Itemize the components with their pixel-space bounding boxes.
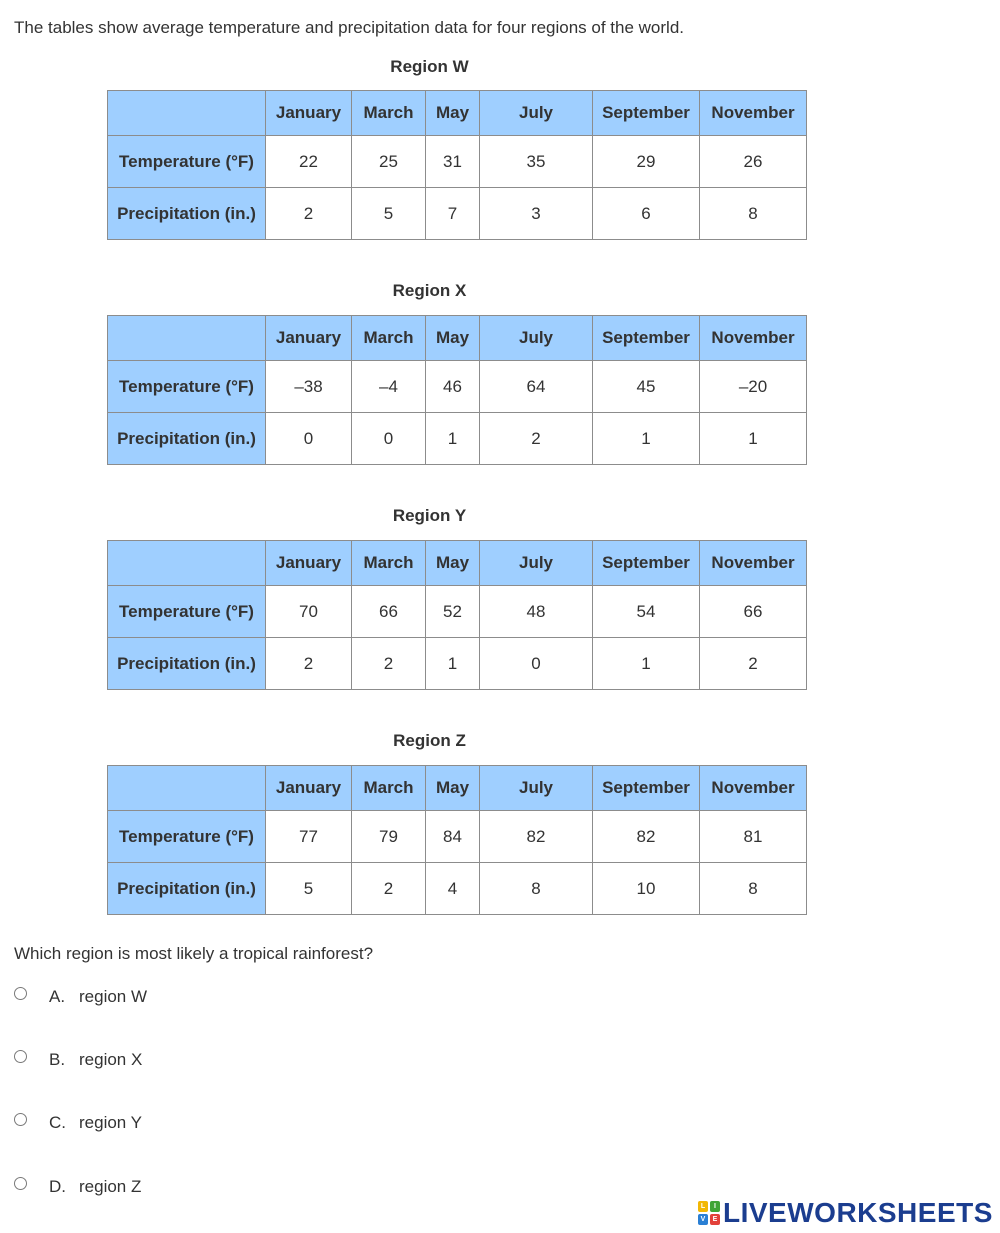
- precipitation-row-label: Precipitation (in.): [108, 638, 266, 690]
- table-header-row: [108, 91, 807, 136]
- temperature-value: 22: [266, 136, 352, 188]
- month-header: March: [352, 91, 426, 136]
- month-header: May: [426, 766, 480, 811]
- month-header: September: [593, 766, 700, 811]
- precipitation-value: 8: [480, 863, 593, 915]
- temperature-value: 52: [426, 586, 480, 638]
- temperature-row: [108, 586, 807, 638]
- precipitation-row-label: Precipitation (in.): [108, 863, 266, 915]
- temperature-row: [108, 811, 807, 863]
- precipitation-row: [108, 638, 807, 690]
- month-header: March: [352, 316, 426, 361]
- temperature-row-label: Temperature (°F): [108, 136, 266, 188]
- radio-button-icon[interactable]: [14, 1177, 27, 1190]
- temperature-value: 70: [266, 586, 352, 638]
- month-header: September: [593, 91, 700, 136]
- radio-button-icon[interactable]: [14, 1113, 27, 1126]
- option-text: region X: [79, 1050, 143, 1069]
- precipitation-row-label: Precipitation (in.): [108, 188, 266, 240]
- month-header: July: [480, 316, 593, 361]
- climate-table: [107, 90, 807, 240]
- month-header: January: [266, 766, 352, 811]
- corner-cell: [108, 766, 266, 811]
- temperature-value: 77: [266, 811, 352, 863]
- precipitation-value: 2: [480, 413, 593, 465]
- climate-table: [107, 315, 807, 465]
- temperature-row: [108, 136, 807, 188]
- intro-text: The tables show average temperature and precipitation data for four regions of the world.: [14, 18, 684, 37]
- temperature-value: 35: [480, 136, 593, 188]
- month-header: July: [480, 541, 593, 586]
- answer-option[interactable]: [14, 985, 147, 1009]
- region-title: Region Y: [392, 506, 467, 525]
- precipitation-value: 0: [480, 638, 593, 690]
- option-text: region Z: [79, 1177, 142, 1196]
- month-header: November: [700, 91, 807, 136]
- month-header: November: [700, 766, 807, 811]
- temperature-value: 64: [480, 361, 593, 413]
- option-letter: C.: [49, 1113, 66, 1132]
- region-title: Region W: [390, 57, 469, 76]
- table-header-row: [108, 316, 807, 361]
- table-header-row: [108, 541, 807, 586]
- precipitation-value: 6: [593, 188, 700, 240]
- corner-cell: [108, 316, 266, 361]
- temperature-row-label: Temperature (°F): [108, 586, 266, 638]
- month-header: July: [480, 766, 593, 811]
- temperature-value: 84: [426, 811, 480, 863]
- precipitation-value: 1: [426, 638, 480, 690]
- temperature-value: –38: [266, 361, 352, 413]
- temperature-row-label: Temperature (°F): [108, 811, 266, 863]
- precipitation-value: 2: [352, 863, 426, 915]
- precipitation-value: 3: [480, 188, 593, 240]
- month-header: March: [352, 541, 426, 586]
- logo-text: LIVEWORKSHEETS: [723, 1197, 993, 1228]
- option-letter: A.: [49, 987, 66, 1006]
- precipitation-value: 8: [700, 863, 807, 915]
- liveworksheets-logo: [698, 1197, 993, 1229]
- month-header: November: [700, 541, 807, 586]
- option-letter: D.: [49, 1177, 66, 1196]
- temperature-row: [108, 361, 807, 413]
- precipitation-value: 1: [593, 638, 700, 690]
- temperature-value: 66: [352, 586, 426, 638]
- region-title: Region Z: [393, 731, 466, 750]
- radio-button-icon[interactable]: [14, 1050, 27, 1063]
- precipitation-value: 4: [426, 863, 480, 915]
- question-text: Which region is most likely a tropical rainforest?: [14, 944, 374, 963]
- temperature-value: 29: [593, 136, 700, 188]
- month-header: September: [593, 316, 700, 361]
- precipitation-value: 10: [593, 863, 700, 915]
- month-header: November: [700, 316, 807, 361]
- table-header-row: [108, 766, 807, 811]
- month-header: January: [266, 541, 352, 586]
- answer-option[interactable]: [14, 1048, 142, 1072]
- precipitation-value: 0: [352, 413, 426, 465]
- radio-button-icon[interactable]: [14, 987, 27, 1000]
- precipitation-row: [108, 413, 807, 465]
- month-header: May: [426, 541, 480, 586]
- temperature-value: –20: [700, 361, 807, 413]
- precipitation-value: 0: [266, 413, 352, 465]
- temperature-value: 45: [593, 361, 700, 413]
- temperature-value: 46: [426, 361, 480, 413]
- logo-badge-icon: L I V E: [698, 1201, 720, 1225]
- temperature-value: 82: [593, 811, 700, 863]
- precipitation-value: 2: [700, 638, 807, 690]
- climate-table: [107, 765, 807, 915]
- temperature-row-label: Temperature (°F): [108, 361, 266, 413]
- precipitation-value: 7: [426, 188, 480, 240]
- precipitation-value: 5: [266, 863, 352, 915]
- answer-option[interactable]: [14, 1175, 141, 1199]
- precipitation-row-label: Precipitation (in.): [108, 413, 266, 465]
- climate-table: [107, 540, 807, 690]
- region-title: Region X: [392, 281, 467, 300]
- temperature-value: 54: [593, 586, 700, 638]
- precipitation-value: 1: [426, 413, 480, 465]
- month-header: September: [593, 541, 700, 586]
- temperature-value: 82: [480, 811, 593, 863]
- option-letter: B.: [49, 1050, 66, 1069]
- precipitation-value: 2: [352, 638, 426, 690]
- corner-cell: [108, 541, 266, 586]
- corner-cell: [108, 91, 266, 136]
- month-header: January: [266, 316, 352, 361]
- temperature-value: 31: [426, 136, 480, 188]
- option-text: region W: [79, 987, 148, 1006]
- temperature-value: 48: [480, 586, 593, 638]
- precipitation-value: 2: [266, 638, 352, 690]
- month-header: May: [426, 316, 480, 361]
- precipitation-value: 5: [352, 188, 426, 240]
- month-header: January: [266, 91, 352, 136]
- precipitation-value: 8: [700, 188, 807, 240]
- month-header: July: [480, 91, 593, 136]
- precipitation-value: 1: [700, 413, 807, 465]
- answer-option[interactable]: [14, 1111, 142, 1135]
- precipitation-value: 2: [266, 188, 352, 240]
- option-text: region Y: [79, 1113, 143, 1132]
- temperature-value: 26: [700, 136, 807, 188]
- precipitation-row: [108, 188, 807, 240]
- month-header: May: [426, 91, 480, 136]
- temperature-value: –4: [352, 361, 426, 413]
- month-header: March: [352, 766, 426, 811]
- temperature-value: 81: [700, 811, 807, 863]
- precipitation-row: [108, 863, 807, 915]
- temperature-value: 66: [700, 586, 807, 638]
- temperature-value: 25: [352, 136, 426, 188]
- precipitation-value: 1: [593, 413, 700, 465]
- temperature-value: 79: [352, 811, 426, 863]
